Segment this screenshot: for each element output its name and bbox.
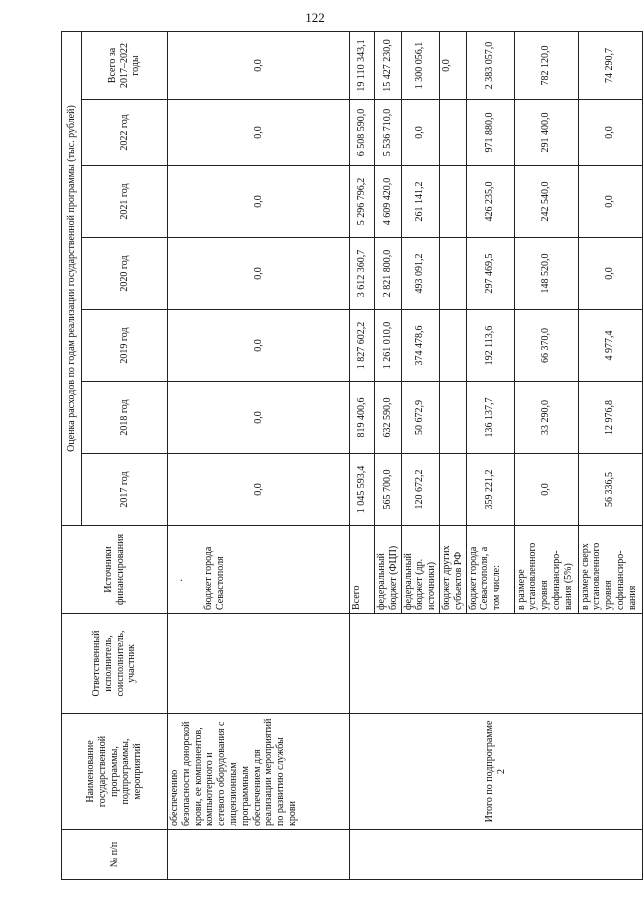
subtotal-0-2019: 1 827 602,2 (350, 310, 375, 382)
activity-source-cell (168, 526, 350, 614)
subtotal-1-2017: 565 700,0 (375, 454, 402, 526)
subtotal-6-2019: 4 977,4 (578, 310, 642, 382)
subtotal-source-4: бюджет города Севастополя, а том числе: (466, 526, 514, 614)
header-year-2018: 2018 год (82, 382, 168, 454)
subtotal-6-2022: 0,0 (578, 100, 642, 166)
activity-responsible (168, 614, 350, 714)
subtotal-source-6: в размере сверх установленного уровня софинансиро-вания (578, 526, 642, 614)
subtotal-0-2017: 1 045 593,4 (350, 454, 375, 526)
cell-num (168, 830, 350, 880)
subtotal-5-2022: 291 400,0 (514, 100, 578, 166)
rotated-table-wrapper (61, 32, 638, 880)
activity-name: обеспечению безопасности донорской крови, ее компонентов, компьютерного и сетевого оборудования с лицензионным программным обеспечением для реализации мероприятий по развитию службы крови (168, 714, 350, 830)
subtotal-3-2018 (439, 382, 466, 454)
subtotal-2-2017: 120 672,2 (401, 454, 439, 526)
subtotal-source-3: бюджет других субъектов РФ (439, 526, 466, 614)
subtotal-label: Итого по подпрограмме 2 (350, 714, 643, 830)
activity-value-2020: 0,0 (168, 238, 350, 310)
subtotal-5-2020: 148 520,0 (514, 238, 578, 310)
activity-value-2019: 0,0 (168, 310, 350, 382)
subtotal-3-2019 (439, 310, 466, 382)
subtotal-4-2018: 136 137,7 (466, 382, 514, 454)
subtotal-2-2020: 493 091,2 (401, 238, 439, 310)
page-number: 122 (305, 10, 325, 25)
activity-value-2017: 0,0 (168, 454, 350, 526)
budget-table (61, 31, 643, 880)
subtotal-2-2019: 374 478,6 (401, 310, 439, 382)
header-responsible: Ответственный исполнитель, соисполнитель, участник (62, 614, 168, 714)
subtotal-4-2020: 297 469,5 (466, 238, 514, 310)
header-year-2020: 2020 год (82, 238, 168, 310)
header-year-2017: 2017 год (82, 454, 168, 526)
subtotal-3-2022 (439, 100, 466, 166)
subtotal-responsible (350, 614, 643, 714)
subtotal-0-total: 19 110 343,1 (350, 31, 375, 99)
subtotal-5-2017: 0,0 (514, 454, 578, 526)
subtotal-6-total: 74 290,7 (578, 31, 642, 99)
cell-num-subtotal (350, 830, 643, 880)
subtotal-3-total: 0,0 (439, 31, 466, 99)
activity-value-2021: 0,0 (168, 166, 350, 238)
subtotal-1-total: 15 427 230,0 (375, 31, 402, 99)
header-source: Источники финансирования (62, 526, 168, 614)
activity-mark: · (177, 578, 188, 582)
subtotal-source-1: федеральный бюджет (ФЦП) (375, 526, 402, 614)
subtotal-0-2018: 819 400,6 (350, 382, 375, 454)
subtotal-0-2022: 6 508 590,0 (350, 100, 375, 166)
subtotal-6-2017: 56 336,5 (578, 454, 642, 526)
subtotal-5-total: 782 120,0 (514, 31, 578, 99)
subtotal-1-2022: 5 536 710,0 (375, 100, 402, 166)
subtotal-1-2021: 4 609 420,0 (375, 166, 402, 238)
subtotal-6-2018: 12 976,8 (578, 382, 642, 454)
subtotal-source-5: в размере установленного уровня софинансиро-вания (5%) (514, 526, 578, 614)
header-year-2021: 2021 год (82, 166, 168, 238)
table-row-activity (168, 31, 350, 879)
header-year-2019: 2019 год (82, 310, 168, 382)
budget-table-page (61, 32, 638, 880)
activity-value-2022: 0,0 (168, 100, 350, 166)
subtotal-6-2020: 0,0 (578, 238, 642, 310)
subtotal-4-total: 2 383 057,0 (466, 31, 514, 99)
subtotal-3-2020 (439, 238, 466, 310)
header-group: Оценка расходов по годам реализации государственной программы (тыс. рублей) (62, 31, 82, 525)
activity-value-2018: 0,0 (168, 382, 350, 454)
subtotal-2-2018: 50 672,9 (401, 382, 439, 454)
table-row-subtotal-total (350, 31, 375, 879)
header-year-2022: 2022 год (82, 100, 168, 166)
subtotal-4-2017: 359 221,2 (466, 454, 514, 526)
subtotal-source-2: федеральный бюджет (др. источники) (401, 526, 439, 614)
subtotal-2-2021: 261 141,2 (401, 166, 439, 238)
activity-source: бюджет города Севастополя (202, 546, 226, 610)
activity-value-total: 0,0 (168, 31, 350, 99)
subtotal-0-2020: 3 612 360,7 (350, 238, 375, 310)
subtotal-4-2021: 426 235,0 (466, 166, 514, 238)
subtotal-1-2019: 1 261 010,0 (375, 310, 402, 382)
subtotal-6-2021: 0,0 (578, 166, 642, 238)
subtotal-3-2017 (439, 454, 466, 526)
subtotal-5-2019: 66 370,0 (514, 310, 578, 382)
subtotal-2-total: 1 300 056,1 (401, 31, 439, 99)
subtotal-1-2018: 632 590,0 (375, 382, 402, 454)
subtotal-5-2018: 33 290,0 (514, 382, 578, 454)
subtotal-4-2022: 971 880,0 (466, 100, 514, 166)
subtotal-2-2022: 0,0 (401, 100, 439, 166)
subtotal-3-2021 (439, 166, 466, 238)
subtotal-4-2019: 192 113,6 (466, 310, 514, 382)
header-name: Наименование государственной программы, подпрограммы, мероприятий (62, 714, 168, 830)
subtotal-0-2021: 5 296 796,2 (350, 166, 375, 238)
subtotal-5-2021: 242 540,0 (514, 166, 578, 238)
subtotal-1-2020: 2 821 800,0 (375, 238, 402, 310)
header-num: № п/п (62, 830, 168, 880)
subtotal-source-0: Всего (350, 526, 375, 614)
header-year-total: Всего за 2017–2022 годы (82, 31, 168, 99)
